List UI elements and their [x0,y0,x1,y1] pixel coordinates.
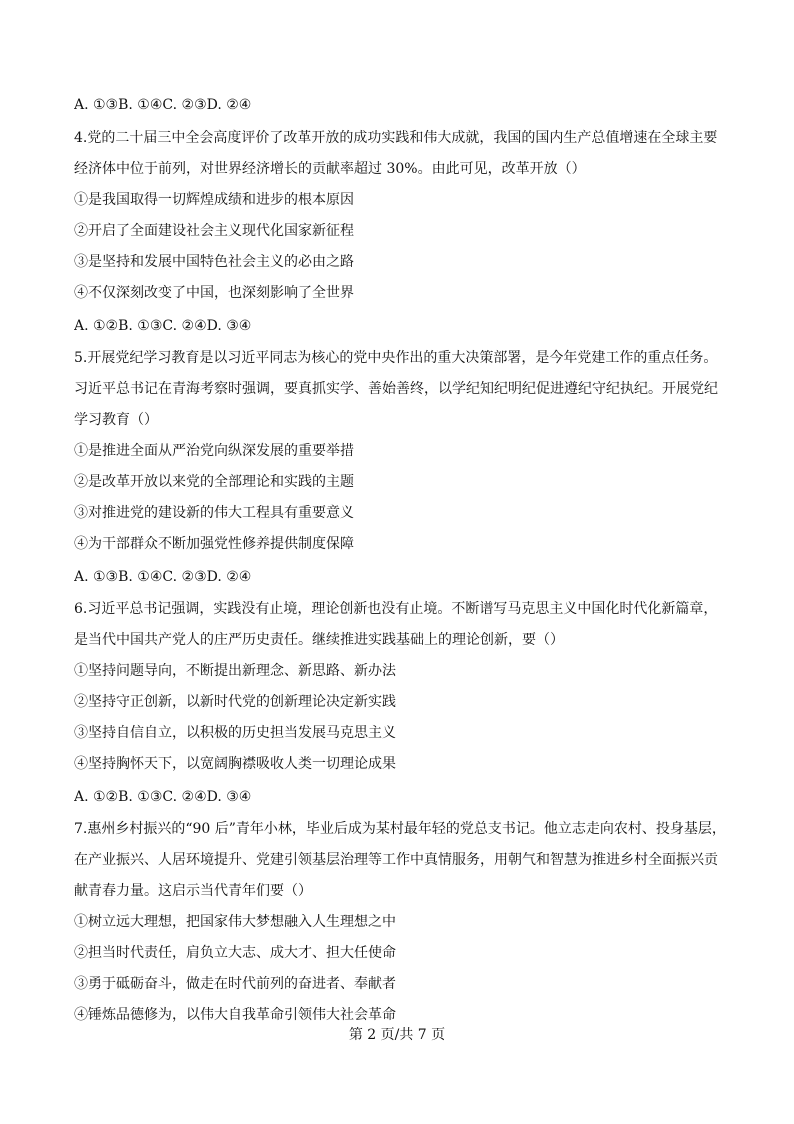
question-5-statement-4: ④为干部群众不断加强党性修养提供制度保障 [74,536,354,552]
answer-options-q4: A. ①②B. ①③C. ②④D. ③④ [74,318,252,334]
question-4-statement-1: ①是我国取得一切辉煌成绩和进步的根本原因 [74,192,354,208]
question-6-stem-line-1: 6.习近平总书记强调，实践没有止境，理论创新也没有止境。不断谱写马克思主义中国化时代化新篇章， [74,601,718,617]
question-4-statement-3: ③是坚持和发展中国特色社会主义的必由之路 [74,254,354,270]
question-7-statement-3: ③勇于砥砺奋斗，做走在时代前列的奋进者、奉献者 [74,976,396,992]
question-5-stem-line-1: 5.开展党纪学习教育是以习近平同志为核心的党中央作出的重大决策部署，是今年党建工作的重点任务。 [74,350,718,366]
question-6-statement-4: ④坚持胸怀天下，以宽阔胸襟吸收人类一切理论成果 [74,756,396,772]
question-5-stem-line-2: 习近平总书记在青海考察时强调，要真抓实学、善始善终，以学纪知纪明纪促进遵纪守纪执纪。开展党纪 [74,381,718,397]
question-5-statement-3: ③对推进党的建设新的伟大工程具有重要意义 [74,505,354,521]
question-6-statement-1: ①坚持问题导向，不断提出新理念、新思路、新办法 [74,663,396,679]
question-5-stem-line-3: 学习教育（） [74,412,158,428]
question-7-statement-1: ①树立远大理想，把国家伟大梦想融入人生理想之中 [74,914,396,930]
question-4-statement-4: ④不仅深刻改变了中国，也深刻影响了全世界 [74,285,354,301]
question-6-statement-3: ③坚持自信自立，以积极的历史担当发展马克思主义 [74,725,396,741]
question-7-stem-line-3: 献青春力量。这启示当代青年们要（） [74,883,312,899]
question-4-stem-line-1: 4.党的二十届三中全会高度评价了改革开放的成功实践和伟大成就，我国的国内生产总值增速在全球主要 [74,130,718,146]
question-5-statement-1: ①是推进全面从严治党向纵深发展的重要举措 [74,443,354,459]
question-7-stem-line-1: 7.惠州乡村振兴的“90 后”青年小林，毕业后成为某村最年轻的党总支书记。他立志走向农村、投身基层， [74,821,726,837]
answer-options-q5: A. ①③B. ①④C. ②③D. ②④ [74,569,252,585]
question-4-stem-line-2: 经济体中位于前列，对世界经济增长的贡献率超过 30%。由此可见，改革开放（） [74,161,586,177]
answer-options-q3: A. ①③B. ①④C. ②③D. ②④ [74,97,252,113]
answer-options-q6: A. ①②B. ①③C. ②④D. ③④ [74,789,252,805]
question-6-statement-2: ②坚持守正创新，以新时代党的创新理论决定新实践 [74,694,396,710]
question-5-statement-2: ②是改革开放以来党的全部理论和实践的主题 [74,474,354,490]
page-footer: 第 2 页/共 7 页 [348,1027,446,1043]
question-7-stem-line-2: 在产业振兴、人居环境提升、党建引领基层治理等工作中真情服务，用朝气和智慧为推进乡村全面振兴贡 [74,852,718,868]
question-6-stem-line-2: 是当代中国共产党人的庄严历史责任。继续推进实践基础上的理论创新，要（） [74,632,564,648]
question-7-statement-4: ④锤炼品德修为，以伟大自我革命引领伟大社会革命 [74,1007,396,1023]
question-7-statement-2: ②担当时代责任，肩负立大志、成大才、担大任使命 [74,945,396,961]
question-4-statement-2: ②开启了全面建设社会主义现代化国家新征程 [74,223,354,239]
